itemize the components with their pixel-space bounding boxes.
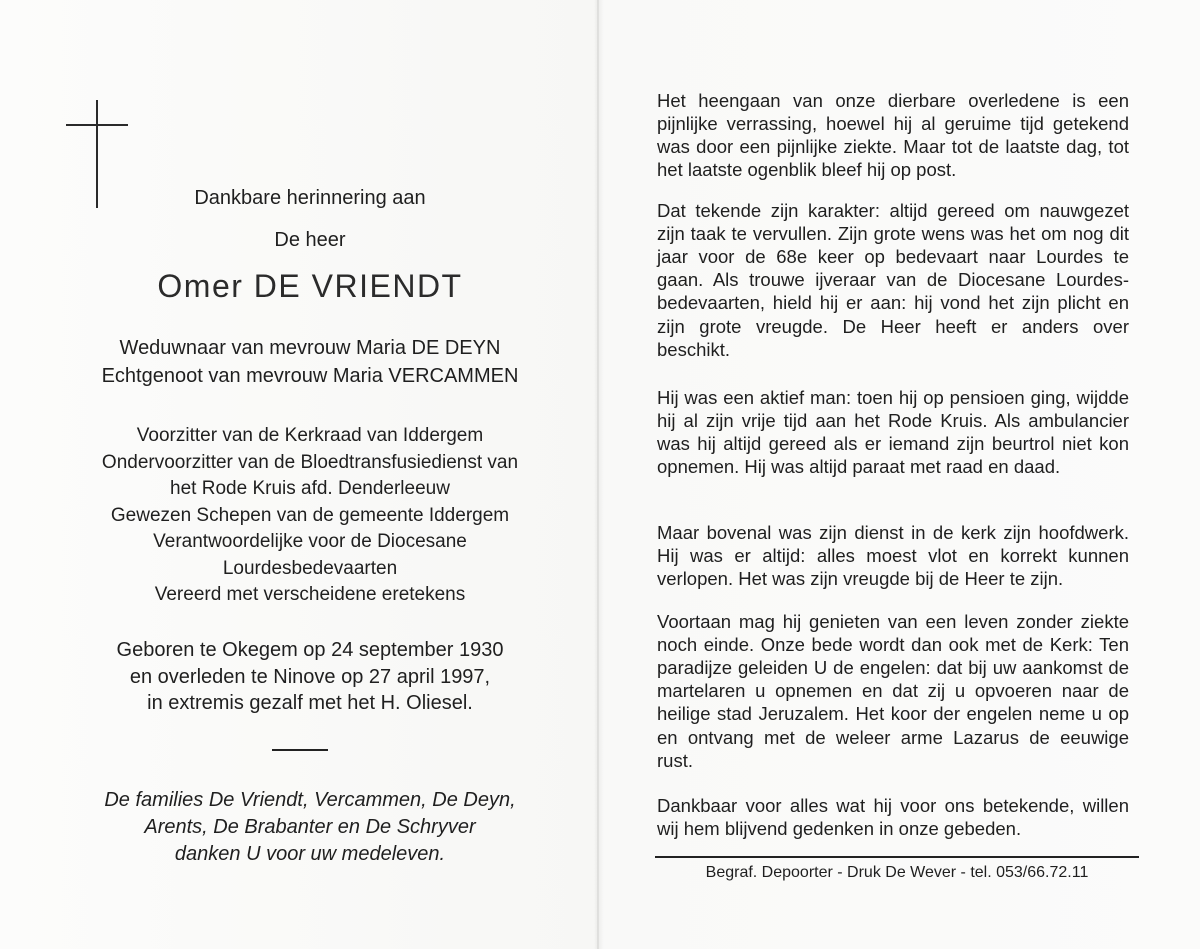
card-fold: [597, 0, 599, 949]
cross-icon-bar: [66, 124, 128, 126]
sacrament-line: in extremis gezalf met het H. Oliesel.: [147, 692, 473, 714]
paragraph: Dankbaar voor alles wat hij voor ons betekende, willen wij hem blijvend gedenken in onze gebeden.: [657, 794, 1129, 839]
birth-line: Geboren te Okegem op 24 september 1930: [116, 639, 504, 661]
families-line: Arents, De Brabanter en De Schryver: [144, 816, 476, 838]
birth-death-info: [40, 637, 580, 717]
families-thanks: [40, 787, 580, 868]
relation-spouse: Echtgenoot van mevrouw Maria VERCAMMEN: [101, 365, 519, 387]
function-line: Gewezen Schepen van de gemeente Iddergem: [110, 504, 510, 526]
deceased-name: Omer DE VRIENDT: [157, 268, 463, 304]
families-line: De families De Vriendt, Vercammen, De Deyn,: [104, 789, 516, 811]
function-line: Vereerd met verscheidene eretekens: [154, 584, 466, 605]
paragraph: Hij was een aktief man: toen hij op pensioen ging, wijdde hij al zijn vrije tijd aan het Rode Kruis. Als ambulancier was hij altijd gereed als er iemand zijn beurtrol niet kon opnemen. Hij was altijd paraat met raad en daad.: [657, 386, 1129, 478]
function-line: Ondervoorzitter van de Bloedtransfusiedienst van: [101, 451, 519, 473]
paragraph: Maar bovenal was zijn dienst in de kerk zijn hoofdwerk. Hij was er altijd: alles moest vlot en korrekt kunnen verlopen. Het was zijn vreugde bij de Heer te zijn.: [657, 521, 1129, 589]
functions-list: [40, 423, 580, 609]
function-line: Voorzitter van de Kerkraad van Iddergem: [136, 425, 484, 446]
paragraph: Het heengaan van onze dierbare overledene is een pijnlijke verrassing, hoewel hij al geruime tijd getekend was door een pijnlijke ziekte. Maar tot de laatste dag, tot het laatste ogenblik bleef hij op post.: [657, 89, 1129, 181]
intro-text: Dankbare herinnering aan: [194, 187, 426, 209]
honorific: De heer: [274, 229, 346, 251]
paragraph: Voortaan mag hij genieten van een leven zonder ziekte noch einde. Onze bede wordt dan ook met de Kerk: Ten paradijze geleiden U de engelen: dat bij uw aankomst de martelaren u opnemen en dat zij u opvoeren naar de heilige stad Jeruzalem. Het koor der engelen neme u op en ontvang met de weleer arme Lazarus de eeuwige rust.: [657, 610, 1129, 771]
printer-credit: Begraf. Depoorter - Druk De Wever - tel. 053/66.72.11: [705, 864, 1089, 881]
function-line: Lourdesbedevaarten: [222, 557, 398, 579]
death-line: en overleden te Ninove op 27 april 1997,: [129, 665, 491, 688]
divider: [272, 749, 328, 751]
function-line: het Rode Kruis afd. Denderleeuw: [170, 478, 450, 499]
function-line: Verantwoordelijke voor de Diocesane: [153, 531, 467, 552]
relation-widower: Weduwnaar van mevrouw Maria DE DEYN: [119, 337, 501, 359]
paragraph: Dat tekende zijn karakter: altijd gereed om nauwgezet zijn taak te vervullen. Zijn grote wens was het om nog dit jaar voor de 68e keer op bedevaart naar Lourdes te gaan. Als trouwe ijveraar van de Diocesane Lourdes-bedevaarten, hield hij er aan: hij vond het zijn plicht en zijn grote vreugde. De Heer heeft er anders over beschikt.: [657, 199, 1129, 360]
families-line: danken U voor uw medeleven.: [174, 843, 446, 865]
footer-rule: [655, 856, 1139, 858]
